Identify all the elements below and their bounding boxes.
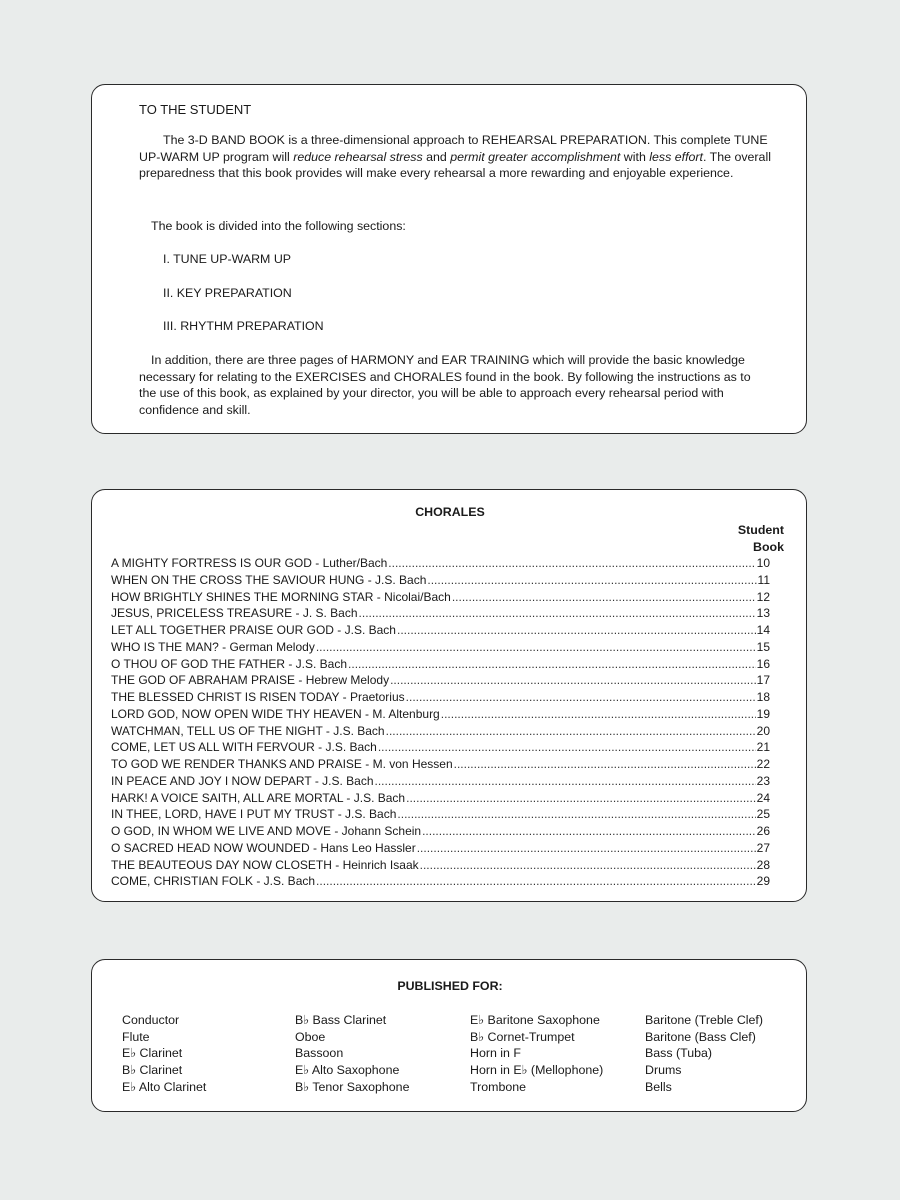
dot-leader	[406, 690, 756, 704]
chorale-page-number: 13	[756, 606, 770, 621]
instrument-item: Flute	[122, 1029, 150, 1044]
chorale-page-number: 17	[756, 673, 770, 688]
chorale-title: A MIGHTY FORTRESS IS OUR GOD - Luther/Bach	[111, 556, 388, 570]
chorale-page-number: 24	[756, 790, 770, 805]
chorale-title: O GOD, IN WHOM WE LIVE AND MOVE - Johann Schein	[111, 824, 422, 838]
section-item: I. TUNE UP-WARM UP	[163, 252, 292, 266]
instrument-item: Drums	[645, 1063, 682, 1078]
dot-leader	[441, 707, 756, 721]
instrument-item: Horn in E♭ (Mellophone)	[470, 1063, 604, 1078]
chorale-title: TO GOD WE RENDER THANKS AND PRAISE - M. von Hessen	[111, 757, 453, 771]
published-for-panel	[91, 959, 807, 1112]
chorale-row	[111, 606, 770, 623]
chorale-row	[111, 724, 770, 741]
instrument-item: Baritone (Bass Clef)	[645, 1029, 756, 1044]
intro-emphasis: less effort	[649, 149, 703, 164]
chorale-page-number: 10	[756, 556, 770, 570]
chorale-title: COME, CHRISTIAN FOLK - J.S. Bach	[111, 874, 316, 889]
intro-emphasis: permit greater accomplishment	[450, 149, 621, 164]
chorale-title: LET ALL TOGETHER PRAISE OUR GOD - J.S. Bach	[111, 623, 396, 637]
column-header-line: Student	[737, 523, 784, 537]
intro-text: . The overall preparedness that this book provides will make every rehearsal a more rewarding and enjoyable experience.	[139, 149, 771, 181]
sections-intro: The book is divided into the following sections:	[151, 219, 406, 233]
instrument-item: Bells	[645, 1079, 672, 1094]
dot-leader	[420, 858, 756, 872]
chorale-row	[111, 657, 770, 674]
chorale-page-number: 20	[756, 723, 770, 738]
intro-text: with	[620, 149, 650, 164]
chorales-panel	[91, 489, 807, 902]
dot-leader	[316, 640, 756, 654]
chorale-page-number: 23	[756, 773, 770, 788]
chorale-title: THE BLESSED CHRIST IS RISEN TODAY - Praetorius	[111, 690, 405, 704]
chorale-page-number: 18	[756, 690, 770, 704]
chorale-row	[111, 573, 770, 590]
instrument-item: B♭ Tenor Saxophone	[295, 1079, 410, 1094]
instrument-item: Bassoon	[295, 1046, 344, 1061]
intro-paragraph	[139, 132, 779, 182]
instrument-item: B♭ Clarinet	[122, 1063, 183, 1078]
dot-leader	[359, 606, 756, 620]
instrument-item: B♭ Cornet-Trumpet	[470, 1029, 575, 1044]
chorale-title: IN PEACE AND JOY I NOW DEPART - J.S. Bach	[111, 773, 374, 788]
addition-paragraph: In addition, there are three pages of HARMONY and EAR TRAINING which will provide the basic knowledge necessary for relating to the EXERCISES and CHORALES found in the book. By following the instructions as to the use of this book, as explained by your director, you will be able to approach every rehearsal period with confidence and skill.	[139, 353, 751, 418]
chorale-page-number: 21	[756, 740, 770, 755]
chorale-row	[111, 707, 770, 724]
chorale-row	[111, 824, 770, 841]
instrument-column	[295, 1012, 409, 1096]
instrument-column	[470, 1012, 603, 1096]
chorale-page-number: 16	[756, 656, 770, 671]
dot-leader	[375, 774, 756, 788]
instrument-item: Conductor	[122, 1013, 180, 1027]
chorale-row	[111, 858, 770, 875]
chorale-title: HARK! A VOICE SAITH, ALL ARE MORTAL - J.S. Bach	[111, 790, 406, 805]
section-item: III. RHYTHM PREPARATION	[163, 319, 324, 333]
chorale-row	[111, 740, 770, 757]
intro-text: and	[422, 149, 451, 164]
instrument-item: Trombone	[470, 1079, 527, 1094]
chorale-page-number: 14	[756, 623, 770, 637]
dot-leader	[378, 740, 756, 754]
chorale-title: HOW BRIGHTLY SHINES THE MORNING STAR - Nicolai/Bach	[111, 589, 451, 604]
instrument-column	[122, 1012, 206, 1096]
chorale-row	[111, 807, 770, 824]
chorale-title: JESUS, PRICELESS TREASURE - J. S. Bach	[111, 606, 358, 621]
instrument-item: E♭ Baritone Saxophone	[470, 1013, 600, 1027]
chorale-title: O SACRED HEAD NOW WOUNDED - Hans Leo Hassler	[111, 840, 416, 855]
dot-leader	[386, 724, 756, 738]
chorale-row	[111, 556, 770, 573]
student-heading: TO THE STUDENT	[139, 102, 252, 117]
chorale-title: LORD GOD, NOW OPEN WIDE THY HEAVEN - M. Altenburg	[111, 706, 440, 721]
chorale-row	[111, 590, 770, 607]
chorale-row	[111, 640, 770, 657]
chorale-title: THE BEAUTEOUS DAY NOW CLOSETH - Heinrich Isaak	[111, 857, 419, 872]
chorale-title: THE GOD OF ABRAHAM PRAISE - Hebrew Melody	[111, 673, 390, 688]
instrument-item: B♭ Bass Clarinet	[295, 1013, 387, 1027]
dot-leader	[454, 757, 756, 771]
dot-leader	[388, 556, 755, 570]
instrument-item: Baritone (Treble Clef)	[645, 1013, 763, 1027]
column-header-line: Book	[753, 539, 784, 554]
chorale-page-number: 28	[756, 857, 770, 872]
chorale-row	[111, 841, 770, 858]
chorale-title: COME, LET US ALL WITH FERVOUR - J.S. Bach	[111, 740, 377, 755]
instrument-item: E♭ Alto Saxophone	[295, 1063, 400, 1078]
dot-leader	[422, 824, 756, 838]
dot-leader	[417, 841, 756, 855]
instrument-item: Oboe	[295, 1029, 326, 1044]
instrument-item: E♭ Alto Clarinet	[122, 1079, 207, 1094]
instrument-item: Bass (Tuba)	[645, 1046, 713, 1061]
chorale-page-number: 29	[756, 874, 770, 889]
intro-text: The 3-D BAND BOOK is a three-dimensional approach to REHEARSAL PREPARATION. This complete TUNE UP-WARM UP program will	[139, 133, 768, 164]
to-the-student-panel	[91, 84, 807, 434]
chorale-row	[111, 791, 770, 808]
chorale-list	[111, 556, 770, 891]
chorale-page-number: 27	[756, 840, 770, 855]
dot-leader	[397, 623, 756, 637]
dot-leader	[348, 657, 756, 671]
chorale-page-number: 19	[756, 706, 770, 721]
section-item: II. KEY PREPARATION	[163, 286, 292, 300]
chorale-page-number: 11	[757, 572, 770, 587]
chorale-page-number: 25	[756, 807, 770, 822]
dot-leader	[406, 791, 756, 805]
chorale-title: WHEN ON THE CROSS THE SAVIOUR HUNG - J.S. Bach	[111, 572, 427, 587]
chorale-row	[111, 757, 770, 774]
chorale-title: WHO IS THE MAN? - German Melody	[111, 639, 315, 654]
chorales-heading: CHORALES	[415, 505, 485, 519]
chorale-page-number: 22	[756, 757, 770, 771]
chorale-row	[111, 623, 770, 640]
chorale-row	[111, 774, 770, 791]
chorale-page-number: 12	[756, 589, 770, 604]
chorale-row	[111, 874, 770, 891]
chorale-row	[111, 673, 770, 690]
published-heading: PUBLISHED FOR:	[397, 979, 503, 993]
instrument-item: Horn in F	[470, 1046, 521, 1061]
chorale-row	[111, 690, 770, 707]
chorale-page-number: 15	[756, 639, 770, 654]
instrument-item: E♭ Clarinet	[122, 1046, 183, 1061]
chorale-title: O THOU OF GOD THE FATHER - J.S. Bach	[111, 656, 348, 671]
chorale-title: IN THEE, LORD, HAVE I PUT MY TRUST - J.S. Bach	[111, 807, 397, 822]
dot-leader	[397, 807, 755, 821]
chorale-page-number: 26	[756, 824, 770, 838]
chorale-title: WATCHMAN, TELL US OF THE NIGHT - J.S. Bach	[111, 723, 385, 738]
intro-emphasis: reduce rehearsal stress	[293, 149, 423, 164]
dot-leader	[427, 573, 756, 587]
student-book-column-header	[738, 522, 784, 555]
dot-leader	[316, 874, 756, 888]
instrument-column	[645, 1012, 763, 1096]
dot-leader	[390, 673, 756, 687]
dot-leader	[452, 590, 756, 604]
